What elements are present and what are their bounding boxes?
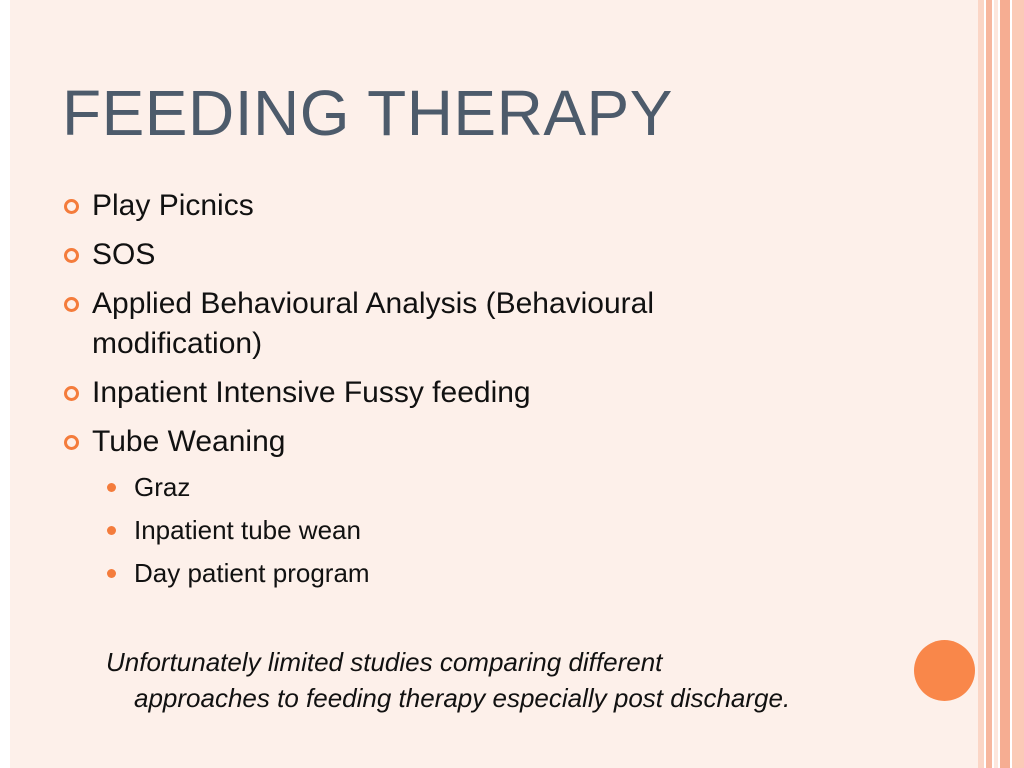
sub-bullet-item (62, 471, 762, 503)
bullet-item (62, 186, 762, 226)
orange-ring-icon (64, 199, 79, 214)
sub-bullet-item (62, 557, 762, 589)
sub-bullet-label: Graz (134, 472, 191, 502)
italic-note: Unfortunately limited studies comparing different approaches to feeding therapy especially post discharge. (106, 647, 791, 713)
stripe (986, 0, 992, 768)
bullet-label: SOS (92, 238, 156, 271)
orange-ring-icon (64, 386, 79, 401)
sub-bullet-item (62, 514, 762, 546)
stripe (978, 0, 984, 768)
orange-dot-icon (107, 569, 116, 578)
bullet-item (62, 235, 762, 275)
sub-bullet-label: Day patient program (134, 558, 370, 588)
orange-ring-icon (64, 435, 79, 450)
orange-dot-icon (107, 483, 116, 492)
bullet-label: Inpatient Intensive Fussy feeding (92, 376, 531, 409)
right-border-stripes (978, 0, 1024, 768)
stripe (1012, 0, 1024, 768)
orange-ring-icon (64, 297, 79, 312)
sub-bullet-label: Inpatient tube wean (134, 515, 361, 545)
stripe (994, 0, 998, 768)
slide-title: FEEDING THERAPY (62, 77, 673, 149)
bullet-item (62, 284, 762, 364)
orange-dot-icon (107, 526, 116, 535)
orange-ring-icon (64, 248, 79, 263)
bullet-list (62, 186, 762, 600)
orange-circle-decoration (914, 640, 975, 701)
bullet-label: Tube Weaning (92, 425, 286, 458)
bullet-item (62, 373, 762, 413)
bullet-label: Applied Behavioural Analysis (Behavioural modification) (92, 287, 655, 360)
bullet-item (62, 422, 762, 462)
stripe (1000, 0, 1010, 768)
bullet-label: Play Picnics (92, 189, 254, 222)
